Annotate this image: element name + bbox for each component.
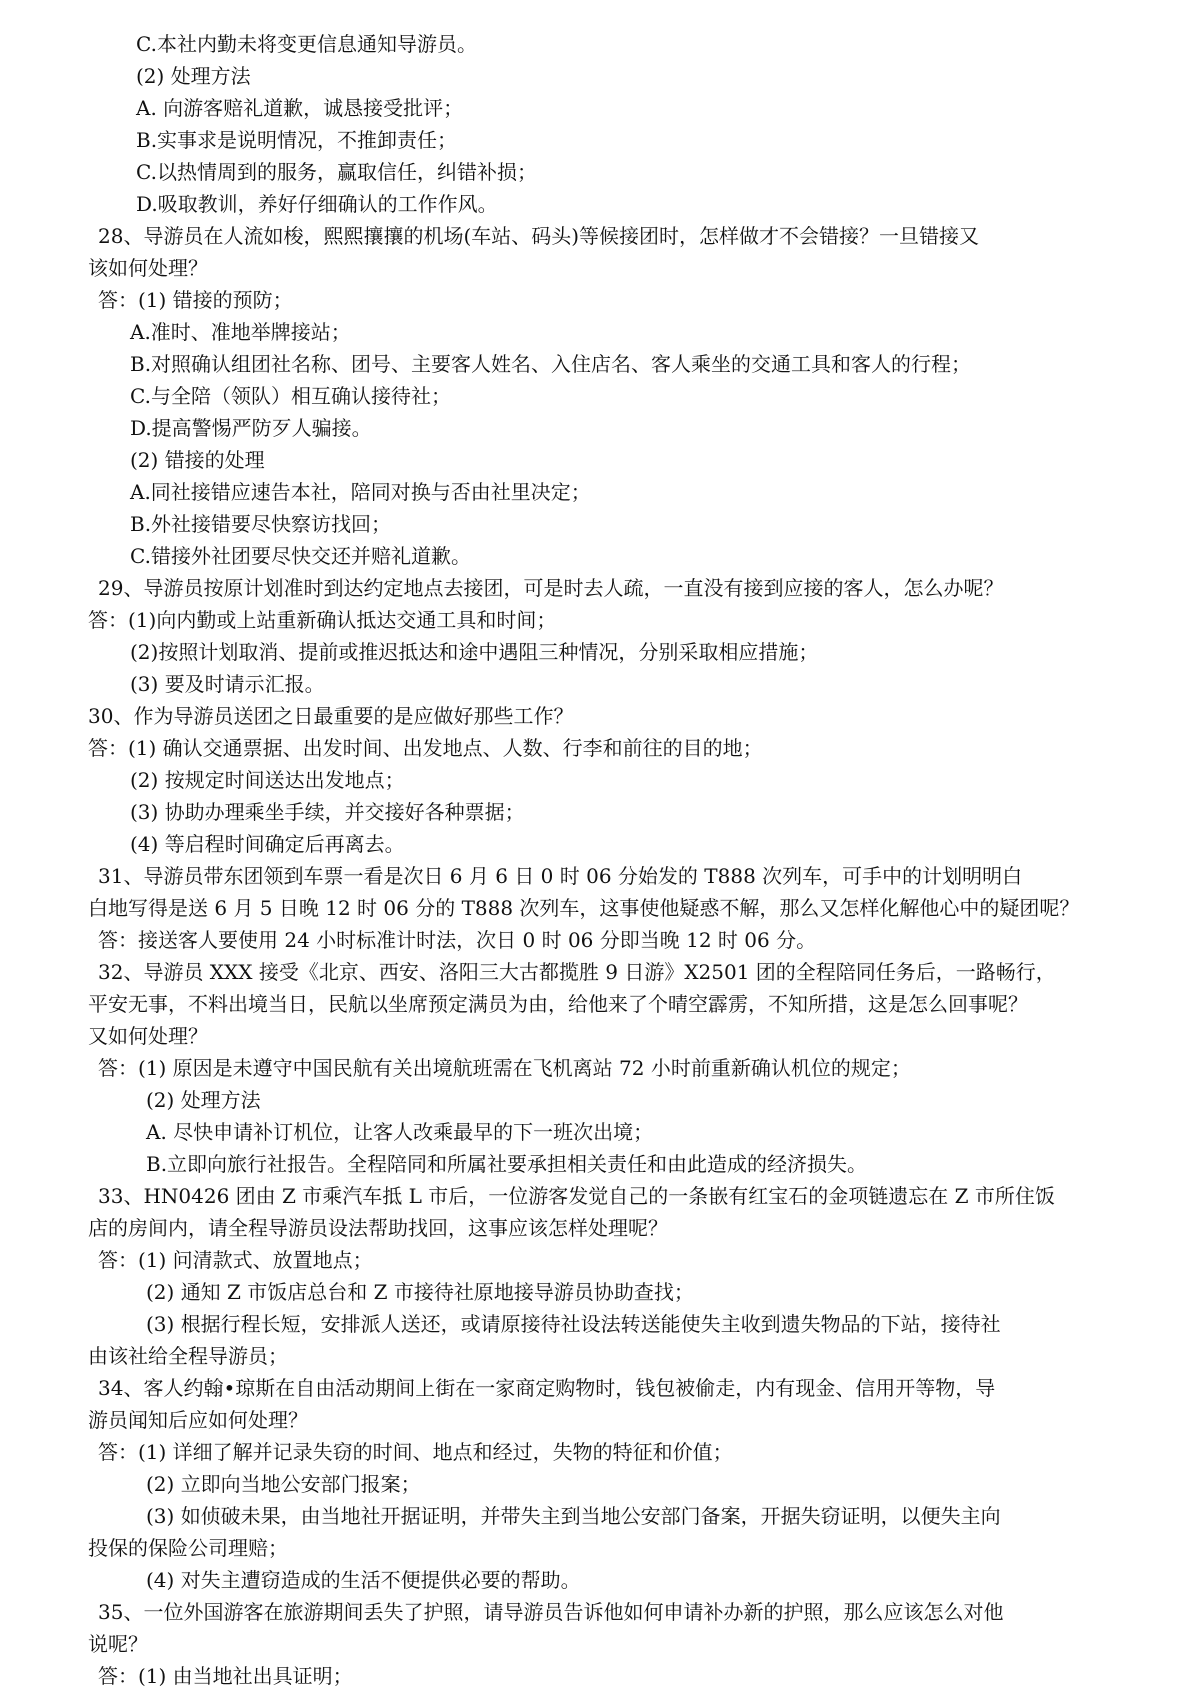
text-line: (2) 立即向当地公安部门报案； (146, 1472, 421, 1496)
text-line: D.提高警惕严防歹人骗接。 (130, 416, 372, 440)
text-line: 白地写得是送 6 月 5 日晚 12 时 06 分的 T888 次列车，这事使他疑惑不解，那么又怎样化解他心中的疑团呢？ (88, 896, 1080, 920)
text-line: 游员闻知后应如何处理？ (88, 1408, 308, 1432)
text-line: 答：(1) 由当地社出具证明； (98, 1664, 353, 1688)
text-line: 答：接送客人要使用 24 小时标准计时法，次日 0 时 06 分即当晚 12 时 06 分。 (98, 928, 817, 952)
text-line: B.实事求是说明情况，不推卸责任； (136, 128, 458, 152)
text-line: (4) 等启程时间确定后再离去。 (130, 832, 405, 856)
text-line: B.对照确认组团社名称、团号、主要客人姓名、入住店名、客人乘坐的交通工具和客人的行程； (130, 352, 972, 376)
text-line: 说呢？ (88, 1632, 148, 1656)
text-line: (4) 对失主遭窃造成的生活不便提供必要的帮助。 (146, 1568, 581, 1592)
text-line: (2) 处理方法 (136, 64, 251, 88)
text-line: C.错接外社团要尽快交还并赔礼道歉。 (130, 544, 471, 568)
text-line: 35、一位外国游客在旅游期间丢失了护照，请导游员告诉他如何申请补办新的护照，那么应该怎么对他 (98, 1600, 1004, 1624)
text-line: 答：(1) 原因是未遵守中国民航有关出境航班需在飞机离站 72 小时前重新确认机位的规定； (98, 1056, 911, 1080)
text-line: A. 尽快申请补订机位，让客人改乘最早的下一班次出境； (146, 1120, 654, 1144)
text-line: (2) 通知 Z 市饭店总台和 Z 市接待社原地接导游员协助查找； (146, 1280, 694, 1304)
text-line: 32、导游员 XXX 接受《北京、西安、洛阳三大古都揽胜 9 日游》X2501 团的全程陪同任务后，一路畅行， (98, 960, 1056, 984)
text-line: B.外社接错要尽快察访找回； (130, 512, 392, 536)
text-line: 由该社给全程导游员； (88, 1344, 288, 1368)
text-line: 平安无事，不料出境当日，民航以坐席预定满员为由，给他来了个晴空霹雳，不知所措，这是怎么回事呢？ (88, 992, 1028, 1016)
text-line: C.本社内勤未将变更信息通知导游员。 (136, 32, 477, 56)
text-line: 投保的保险公司理赔； (88, 1536, 288, 1560)
text-line: (3) 根据行程长短，安排派人送还，或请原接待社设法转送能使失主收到遗失物品的下站，接待社 (146, 1312, 1001, 1336)
text-line: 30、作为导游员送团之日最重要的是应做好那些工作？ (88, 704, 574, 728)
text-line: C.以热情周到的服务，赢取信任，纠错补损； (136, 160, 537, 184)
text-line: (2) 错接的处理 (130, 448, 265, 472)
text-line: 33、HN0426 团由 Z 市乘汽车抵 L 市后，一位游客发觉自己的一条嵌有红宝石的金项链遗忘在 Z 市所住饭 (98, 1184, 1055, 1208)
text-line: 答：(1) 问清款式、放置地点； (98, 1248, 373, 1272)
text-line: (3) 如侦破未果，由当地社开据证明，并带失主到当地公安部门备案，开据失窃证明，以便失主向 (146, 1504, 1001, 1528)
text-line: 28、导游员在人流如梭，熙熙攘攘的机场(车站、码头)等候接团时，怎样做才不会错接？一旦错接又 (98, 224, 980, 248)
text-line: 店的房间内，请全程导游员设法帮助找回，这事应该怎样处理呢？ (88, 1216, 668, 1240)
text-line: A.准时、准地举牌接站； (130, 320, 351, 344)
text-line: 29、导游员按原计划准时到达约定地点去接团，可是时去人疏，一直没有接到应接的客人，怎么办呢？ (98, 576, 1004, 600)
text-line: (2) 处理方法 (146, 1088, 261, 1112)
text-line: D.吸取教训，养好仔细确认的工作作风。 (136, 192, 498, 216)
text-line: 答：(1) 错接的预防； (98, 288, 293, 312)
text-line: B.立即向旅行社报告。全程陪同和所属社要承担相关责任和由此造成的经济损失。 (146, 1152, 868, 1176)
text-line: 该如何处理？ (88, 256, 208, 280)
text-line: 答：(1)向内勤或上站重新确认抵达交通工具和时间； (88, 608, 557, 632)
text-line: (2) 按规定时间送达出发地点； (130, 768, 405, 792)
text-line: 31、导游员带东团领到车票一看是次日 6 月 6 日 0 时 06 分始发的 T888 次列车，可手中的计划明明白 (98, 864, 1023, 888)
text-line: (3) 协助办理乘坐手续，并交接好各种票据； (130, 800, 525, 824)
text-line: A. 向游客赔礼道歉，诚恳接受批评； (136, 96, 464, 120)
text-line: 34、客人约翰•琼斯在自由活动期间上街在一家商定购物时，钱包被偷走，内有现金、信用开等物，导 (98, 1376, 996, 1400)
text-line: (2)按照计划取消、提前或推迟抵达和途中遇阻三种情况，分别采取相应措施； (130, 640, 819, 664)
text-line: 答：(1) 详细了解并记录失窃的时间、地点和经过，失物的特征和价值； (98, 1440, 733, 1464)
text-line: A.同社接错应速告本社，陪同对换与否由社里决定； (130, 480, 591, 504)
text-line: C.与全陪（领队）相互确认接待社； (130, 384, 451, 408)
text-line: 答：(1) 确认交通票据、出发时间、出发地点、人数、行李和前往的目的地； (88, 736, 763, 760)
text-line: (3) 要及时请示汇报。 (130, 672, 325, 696)
text-line: 又如何处理？ (88, 1024, 208, 1048)
